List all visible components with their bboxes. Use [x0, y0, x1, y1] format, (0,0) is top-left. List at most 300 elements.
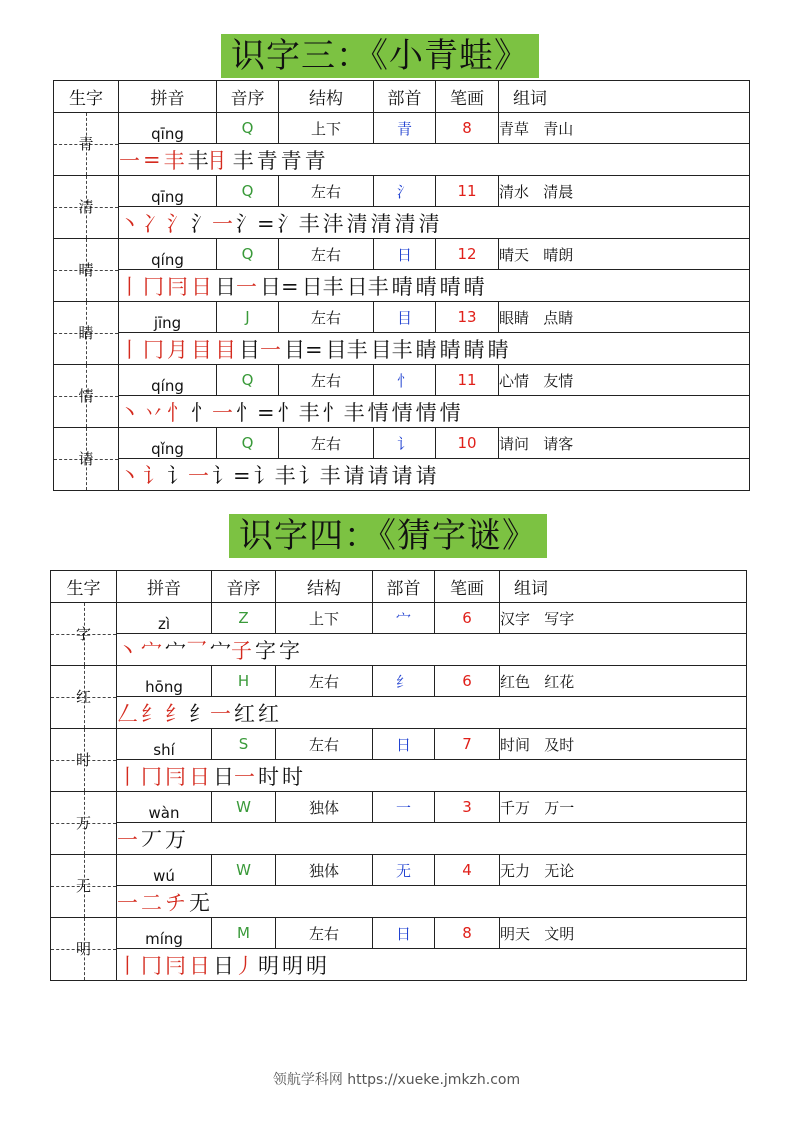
- stroke-step: [117, 761, 138, 791]
- stroke-step-prior: 忄: [191, 400, 212, 425]
- stroke-step: [323, 397, 365, 427]
- stroke-step-prior: 氵丰: [277, 211, 320, 236]
- pinyin-cell: qíng: [119, 365, 217, 396]
- stroke-step-prior: 时: [258, 764, 279, 789]
- stroke-step-prior: 青: [256, 148, 278, 173]
- char-practice-box: [51, 855, 117, 918]
- stroke-step: [392, 460, 413, 490]
- new-character: 字: [75, 624, 91, 643]
- radical-cell: 无: [373, 855, 435, 886]
- word-examples-cell: 千万 万一: [500, 792, 747, 823]
- new-character: 无: [75, 876, 91, 895]
- structure-cell: 独体: [276, 855, 373, 886]
- char-row-info: [54, 365, 750, 396]
- stroke-step: [323, 208, 344, 238]
- structure-cell: 左右: [276, 918, 373, 949]
- char-row-info: [51, 918, 747, 949]
- footer-watermark: 领航学科网 https://xueke.jmkzh.com: [272, 1072, 521, 1088]
- structure-cell: 左右: [279, 239, 374, 270]
- stroke-step-prior: 讠丰: [253, 463, 296, 488]
- stroke-step-new: 一: [117, 890, 138, 915]
- stroke-step-prior: 清: [370, 211, 392, 236]
- stroke-step-prior: 日丰: [301, 274, 344, 299]
- stroke-step: [416, 271, 437, 301]
- index-letter-cell: Q: [217, 365, 279, 396]
- stroke-count-cell: 8: [435, 918, 500, 949]
- stroke-step-new: チ: [165, 890, 186, 915]
- char-row-stroke-order: [51, 823, 747, 855]
- stroke-step: [167, 397, 188, 427]
- stroke-step-new: 子: [231, 638, 252, 663]
- stroke-step-prior: 情: [439, 400, 461, 425]
- stroke-step-prior: 请: [343, 463, 365, 488]
- stroke-step: [279, 635, 300, 665]
- stroke-step-prior: 睛: [463, 337, 485, 362]
- stroke-step: [284, 334, 323, 364]
- stroke-step-prior: 丰: [232, 148, 254, 173]
- stroke-step-new: 日: [191, 274, 212, 299]
- lesson-4-table: [50, 570, 747, 981]
- char-row-info: [51, 729, 747, 760]
- pinyin-cell: qǐng: [119, 428, 217, 459]
- stroke-step-prior: 目=: [284, 337, 323, 362]
- stroke-step-new: 丶: [117, 638, 138, 663]
- char-row-info: [54, 113, 750, 144]
- header-index: 音序: [217, 81, 279, 113]
- radical-cell: 讠: [374, 428, 436, 459]
- stroke-step: [392, 397, 413, 427]
- header-structure: 结构: [276, 571, 373, 603]
- stroke-step-prior: 清: [394, 211, 416, 236]
- pinyin-cell: zì: [117, 603, 212, 634]
- pinyin-cell: wú: [117, 855, 212, 886]
- char-practice-box: [51, 666, 117, 729]
- structure-cell: 上下: [279, 113, 374, 144]
- structure-cell: 独体: [276, 792, 373, 823]
- word-examples-cell: 请问 请客: [499, 428, 750, 459]
- stroke-step-new: 一: [260, 337, 281, 362]
- stroke-step: [371, 334, 413, 364]
- stroke-order-cell: [119, 144, 750, 176]
- stroke-step: [165, 698, 186, 728]
- index-letter-cell: M: [212, 918, 276, 949]
- radical-cell: 氵: [374, 176, 436, 207]
- stroke-step-new: 丷: [143, 400, 164, 425]
- stroke-step: [141, 761, 162, 791]
- stroke-step: [371, 208, 392, 238]
- word-examples-cell: 时间 及时: [500, 729, 747, 760]
- word-examples-cell: 明天 文明: [500, 918, 747, 949]
- stroke-step-prior: 红: [258, 701, 279, 726]
- index-letter-cell: W: [212, 855, 276, 886]
- pinyin-cell: shí: [117, 729, 212, 760]
- char-practice-box: [54, 365, 119, 428]
- stroke-step-prior: 请: [391, 463, 413, 488]
- structure-cell: 左右: [279, 365, 374, 396]
- stroke-step-prior: 目丰: [325, 337, 368, 362]
- stroke-step: [167, 460, 209, 490]
- index-letter-cell: Q: [217, 239, 279, 270]
- char-row-info: [51, 792, 747, 823]
- index-letter-cell: Q: [217, 428, 279, 459]
- stroke-step: [213, 950, 255, 980]
- stroke-step: [258, 698, 279, 728]
- stroke-step: [440, 271, 461, 301]
- stroke-step: [165, 824, 186, 854]
- stroke-step-new: 丨: [117, 953, 138, 978]
- stroke-step-new: 一: [188, 463, 209, 488]
- structure-cell: 左右: [276, 729, 373, 760]
- stroke-step-prior: 情: [391, 400, 413, 425]
- stroke-step-prior: 忄丰: [322, 400, 365, 425]
- stroke-order-cell: [117, 760, 747, 792]
- stroke-step: [117, 950, 138, 980]
- structure-cell: 左右: [279, 302, 374, 333]
- stroke-step: [117, 635, 138, 665]
- stroke-step: [117, 824, 138, 854]
- stroke-step: [368, 397, 389, 427]
- stroke-step: [278, 397, 320, 427]
- word-examples-cell: 眼睛 点睛: [499, 302, 750, 333]
- structure-cell: 上下: [276, 603, 373, 634]
- word-examples-cell: 红色 红花: [500, 666, 747, 697]
- stroke-step-new: 日: [189, 764, 210, 789]
- stroke-step: [282, 950, 303, 980]
- stroke-step-prior: 字: [255, 638, 276, 663]
- stroke-count-cell: 7: [435, 729, 500, 760]
- stroke-order-cell: [117, 949, 747, 981]
- new-character: 万: [75, 813, 91, 832]
- stroke-step: [119, 397, 140, 427]
- stroke-step-new: 目: [191, 337, 212, 362]
- stroke-step: [141, 698, 162, 728]
- stroke-step: [233, 145, 254, 175]
- stroke-step: [167, 334, 188, 364]
- stroke-step: [416, 334, 437, 364]
- stroke-step-prior: 纟: [189, 701, 210, 726]
- char-row-info: [51, 666, 747, 697]
- stroke-count-cell: 10: [436, 428, 499, 459]
- stroke-step-prior: 情: [415, 400, 437, 425]
- stroke-step: [326, 334, 368, 364]
- stroke-count-cell: 12: [436, 239, 499, 270]
- char-row-stroke-order: [54, 207, 750, 239]
- stroke-step: [143, 271, 164, 301]
- stroke-step: [117, 698, 138, 728]
- stroke-step: [189, 761, 210, 791]
- pinyin-cell: jīng: [119, 302, 217, 333]
- new-character: 明: [75, 939, 91, 958]
- stroke-order-cell: [119, 207, 750, 239]
- radical-cell: 宀: [373, 603, 435, 634]
- char-row-stroke-order: [51, 697, 747, 729]
- stroke-step: [215, 271, 257, 301]
- radical-cell: 纟: [373, 666, 435, 697]
- char-practice-box: [54, 239, 119, 302]
- stroke-step: [119, 271, 140, 301]
- stroke-step-prior: 日丰: [346, 274, 389, 299]
- stroke-step: [143, 208, 164, 238]
- stroke-step: [210, 635, 252, 665]
- stroke-step-prior: 青: [304, 148, 326, 173]
- stroke-step: [119, 145, 140, 175]
- stroke-count-cell: 6: [435, 666, 500, 697]
- radical-cell: 日: [374, 239, 436, 270]
- stroke-step-new: 讠: [143, 463, 164, 488]
- stroke-step-new: 一: [236, 274, 257, 299]
- stroke-step: [143, 148, 161, 172]
- stroke-step-prior: 讠丰: [298, 463, 341, 488]
- stroke-step-prior: 明: [258, 953, 279, 978]
- char-practice-box: [51, 918, 117, 981]
- stroke-step: [282, 761, 303, 791]
- stroke-step: [141, 824, 162, 854]
- stroke-step: [239, 334, 281, 364]
- index-letter-cell: Z: [212, 603, 276, 634]
- stroke-step-new: 月: [167, 337, 188, 362]
- stroke-step: [165, 887, 186, 917]
- stroke-step-prior: 明: [282, 953, 303, 978]
- stroke-step: [119, 208, 140, 238]
- lesson-3-table: [53, 80, 750, 491]
- char-row-info: [51, 603, 747, 634]
- stroke-step-new: 冃: [167, 274, 188, 299]
- stroke-step-prior: 请: [415, 463, 437, 488]
- index-letter-cell: J: [217, 302, 279, 333]
- stroke-step: [260, 271, 299, 301]
- stroke-step: [167, 271, 188, 301]
- new-character: 红: [75, 687, 91, 706]
- stroke-step-prior: 青: [280, 148, 302, 173]
- stroke-step: [141, 635, 162, 665]
- stroke-count-cell: 11: [436, 365, 499, 396]
- stroke-order-cell: [119, 396, 750, 428]
- char-row-stroke-order: [54, 459, 750, 491]
- pinyin-cell: hōng: [117, 666, 212, 697]
- stroke-step: [392, 271, 413, 301]
- header-words: 组词: [499, 81, 750, 113]
- stroke-count-cell: 13: [436, 302, 499, 333]
- structure-cell: 左右: [279, 176, 374, 207]
- stroke-step: [255, 635, 276, 665]
- stroke-step-prior: 清: [346, 211, 368, 236]
- stroke-step-prior: 睛: [439, 337, 461, 362]
- stroke-step: [143, 397, 164, 427]
- char-row-stroke-order: [54, 333, 750, 365]
- stroke-step-new: 一: [212, 400, 233, 425]
- stroke-step: [254, 460, 296, 490]
- char-row-stroke-order: [54, 396, 750, 428]
- stroke-step: [165, 950, 186, 980]
- stroke-step-new: 冂: [143, 274, 164, 299]
- char-practice-box: [54, 176, 119, 239]
- stroke-step: [258, 950, 279, 980]
- header-strokes: 笔画: [436, 81, 499, 113]
- new-character: 清: [78, 197, 94, 216]
- char-row-stroke-order: [54, 144, 750, 176]
- stroke-step-new: 日: [189, 953, 210, 978]
- stroke-step-new: 丶: [119, 463, 140, 488]
- word-examples-cell: 晴天 晴朗: [499, 239, 750, 270]
- stroke-step: [236, 397, 275, 427]
- stroke-step-new: 纟: [141, 701, 162, 726]
- stroke-step-prior: 红: [234, 701, 255, 726]
- header-strokes: 笔画: [435, 571, 500, 603]
- word-examples-cell: 青草 青山: [499, 113, 750, 144]
- stroke-step-new: ⺝: [208, 148, 230, 173]
- stroke-step: [281, 145, 302, 175]
- stroke-step: [191, 271, 212, 301]
- char-row-stroke-order: [54, 270, 750, 302]
- stroke-order-cell: [119, 333, 750, 365]
- stroke-step-prior: 清: [418, 211, 440, 236]
- stroke-step-new: 冫: [143, 211, 164, 236]
- char-row-stroke-order: [51, 886, 747, 918]
- stroke-step-new: 目: [215, 337, 236, 362]
- stroke-step-prior: 日: [215, 274, 236, 299]
- radical-cell: 青: [374, 113, 436, 144]
- stroke-step: [302, 271, 344, 301]
- stroke-step: [141, 887, 162, 917]
- stroke-step-prior: 时: [282, 764, 303, 789]
- stroke-step: [236, 208, 275, 238]
- stroke-step-prior: 沣: [322, 211, 344, 236]
- stroke-step: [464, 334, 485, 364]
- stroke-step-new: 丶: [119, 400, 140, 425]
- stroke-step-new: 丨: [117, 764, 138, 789]
- stroke-step-prior: 睛: [487, 337, 509, 362]
- stroke-step-prior: 宀: [210, 638, 231, 663]
- stroke-step-prior: 目: [239, 337, 260, 362]
- stroke-step: [188, 145, 230, 175]
- stroke-step-new: 一: [210, 701, 231, 726]
- stroke-step: [416, 460, 437, 490]
- stroke-step: [119, 460, 140, 490]
- char-practice-box: [51, 792, 117, 855]
- radical-cell: 日: [373, 729, 435, 760]
- index-letter-cell: S: [212, 729, 276, 760]
- radical-cell: 一: [373, 792, 435, 823]
- stroke-step-prior: 宀: [165, 638, 186, 663]
- stroke-step: [143, 334, 164, 364]
- stroke-step: [141, 950, 162, 980]
- new-character: 睛: [78, 323, 94, 342]
- stroke-step-new: 丨: [119, 274, 140, 299]
- word-examples-cell: 汉字 写字: [500, 603, 747, 634]
- char-row-info: [54, 176, 750, 207]
- stroke-order-cell: [117, 697, 747, 729]
- stroke-step: [416, 397, 437, 427]
- stroke-step: [440, 397, 461, 427]
- header-index: 音序: [212, 571, 276, 603]
- header-radical: 部首: [374, 81, 436, 113]
- word-examples-cell: 心情 友情: [499, 365, 750, 396]
- stroke-step-new: 冃: [165, 764, 186, 789]
- stroke-count-cell: 3: [435, 792, 500, 823]
- structure-cell: 左右: [276, 666, 373, 697]
- stroke-step-new: 丿: [234, 953, 255, 978]
- stroke-step-prior: 丆: [141, 827, 162, 852]
- pinyin-cell: qíng: [119, 239, 217, 270]
- stroke-step-prior: 情: [367, 400, 389, 425]
- stroke-step-new: 纟: [165, 701, 186, 726]
- stroke-step-prior: 无: [189, 890, 210, 915]
- stroke-step: [191, 334, 212, 364]
- stroke-order-cell: [117, 634, 747, 666]
- stroke-step: [347, 271, 389, 301]
- stroke-step-prior: 日=: [260, 274, 299, 299]
- index-letter-cell: W: [212, 792, 276, 823]
- stroke-step-new: 丰: [163, 148, 185, 173]
- stroke-step-new: 一: [212, 211, 233, 236]
- stroke-step-prior: 氵: [191, 211, 212, 236]
- char-practice-box: [51, 729, 117, 792]
- stroke-step: [143, 460, 164, 490]
- stroke-step: [464, 271, 485, 301]
- stroke-step-prior: 请: [367, 463, 389, 488]
- stroke-count-cell: 6: [435, 603, 500, 634]
- char-practice-box: [54, 113, 119, 176]
- stroke-step-prior: 忄丰: [277, 400, 320, 425]
- stroke-step-new: 氵: [167, 211, 188, 236]
- stroke-step: [258, 761, 279, 791]
- new-character: 青: [78, 134, 94, 153]
- stroke-step: [440, 334, 461, 364]
- stroke-step-prior: 目丰: [370, 337, 413, 362]
- lesson-4-title: 识字四：《猜字谜》: [229, 514, 547, 558]
- char-practice-box: [54, 302, 119, 365]
- stroke-order-cell: [117, 823, 747, 855]
- radical-cell: 日: [373, 918, 435, 949]
- index-letter-cell: Q: [217, 176, 279, 207]
- index-letter-cell: H: [212, 666, 276, 697]
- new-character: 时: [75, 750, 91, 769]
- header-char: 生字: [54, 81, 119, 113]
- stroke-step-prior: 氵=: [236, 211, 275, 236]
- stroke-step-prior: 日: [213, 953, 234, 978]
- stroke-step-new: 乛: [186, 638, 207, 663]
- pinyin-cell: wàn: [117, 792, 212, 823]
- stroke-step-prior: 晴: [391, 274, 413, 299]
- stroke-step-prior: 讠: [167, 463, 188, 488]
- new-character: 晴: [78, 260, 94, 279]
- stroke-step: [189, 887, 210, 917]
- header-char: 生字: [51, 571, 117, 603]
- header-structure: 结构: [279, 81, 374, 113]
- pinyin-cell: qīng: [119, 113, 217, 144]
- stroke-step-new: 冂: [141, 953, 162, 978]
- stroke-step: [165, 761, 186, 791]
- stroke-step-prior: 晴: [439, 274, 461, 299]
- stroke-step-prior: 晴: [463, 274, 485, 299]
- stroke-step-prior: 晴: [415, 274, 437, 299]
- header-pinyin: 拼音: [117, 571, 212, 603]
- stroke-step-prior: 万: [165, 827, 186, 852]
- stroke-step-prior: 丰: [187, 148, 209, 173]
- stroke-step-prior: 睛: [415, 337, 437, 362]
- stroke-step: [191, 397, 233, 427]
- stroke-order-cell: [119, 270, 750, 302]
- stroke-step: [368, 460, 389, 490]
- word-examples-cell: 清水 清晨: [499, 176, 750, 207]
- stroke-step: [305, 145, 326, 175]
- stroke-step: [234, 698, 255, 728]
- pinyin-cell: míng: [117, 918, 212, 949]
- stroke-step: [165, 635, 207, 665]
- stroke-step: [215, 334, 236, 364]
- lesson-3-title: 识字三：《小青蛙》: [221, 34, 539, 78]
- stroke-step: [212, 460, 251, 490]
